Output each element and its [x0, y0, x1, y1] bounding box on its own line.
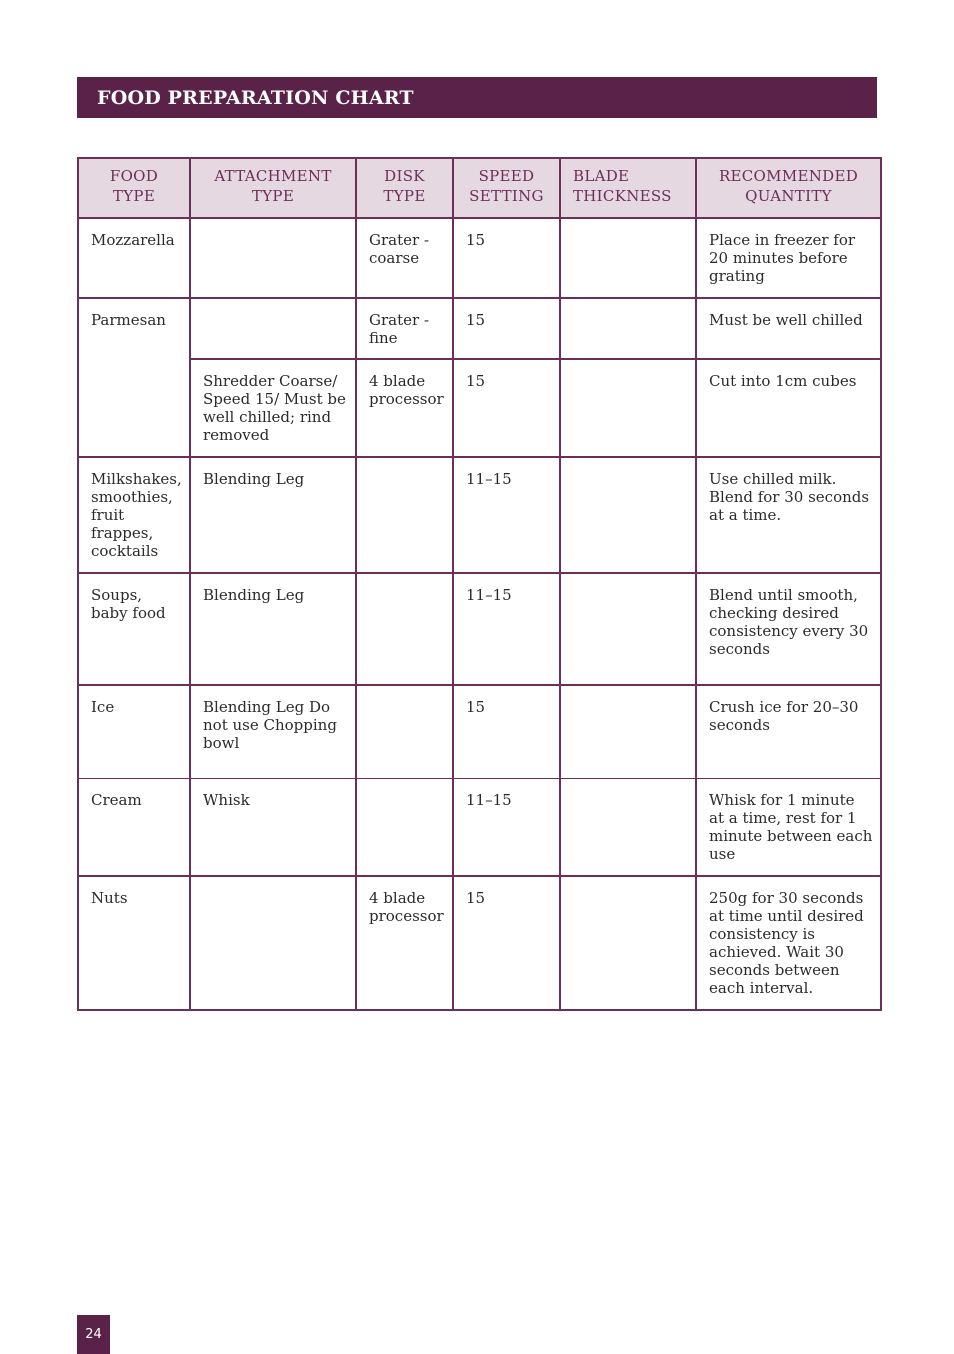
cell-food: Ice: [78, 685, 190, 778]
cell-attachment: [190, 218, 356, 298]
header-speed-setting: SPEED SETTING: [453, 158, 560, 218]
cell-disk: [356, 778, 453, 876]
table-row: [78, 298, 881, 359]
header-blade-thickness: BLADE THICKNESS: [560, 158, 696, 218]
cell-blade: [560, 298, 696, 359]
cell-disk: Grater - coarse: [356, 218, 453, 298]
table-row: [78, 457, 881, 573]
cell-disk: 4 blade processor: [356, 359, 453, 457]
cell-speed: 15: [453, 298, 560, 359]
cell-attachment: Blending Leg: [190, 457, 356, 573]
table-row: [78, 573, 881, 685]
cell-speed: 11–15: [453, 573, 560, 685]
cell-food: Milkshakes, smoothies, fruit frappes, cocktails: [78, 457, 190, 573]
food-preparation-table: [77, 157, 882, 1011]
cell-food: Soups, baby food: [78, 573, 190, 685]
cell-speed: 15: [453, 685, 560, 778]
cell-attachment: [190, 876, 356, 1010]
cell-food: Mozzarella: [78, 218, 190, 298]
cell-speed: 11–15: [453, 778, 560, 876]
cell-attachment: Shredder Coarse/ Speed 15/ Must be well chilled; rind removed: [190, 359, 356, 457]
section-title-bar: [77, 77, 877, 118]
cell-quantity: Place in freezer for 20 minutes before grating: [696, 218, 881, 298]
cell-speed: 11–15: [453, 457, 560, 573]
table-row: [78, 359, 881, 457]
cell-quantity: Cut into 1cm cubes: [696, 359, 881, 457]
header-attachment-type: ATTACHMENT TYPE: [190, 158, 356, 218]
cell-blade: [560, 778, 696, 876]
cell-quantity: 250g for 30 seconds at time until desired consistency is achieved. Wait 30 seconds between each interval.: [696, 876, 881, 1010]
page-title: FOOD PREPARATION CHART: [97, 86, 414, 109]
cell-speed: 15: [453, 876, 560, 1010]
cell-quantity: Whisk for 1 minute at a time, rest for 1 minute between each use: [696, 778, 881, 876]
cell-quantity: Blend until smooth, checking desired consistency every 30 seconds: [696, 573, 881, 685]
header-recommended-quantity: RECOMMENDED QUANTITY: [696, 158, 881, 218]
table-header-row: [78, 158, 881, 218]
cell-speed: 15: [453, 359, 560, 457]
cell-food: Cream: [78, 778, 190, 876]
cell-quantity: Crush ice for 20–30 seconds: [696, 685, 881, 778]
cell-disk: [356, 685, 453, 778]
cell-blade: [560, 876, 696, 1010]
cell-disk: [356, 457, 453, 573]
table-row: [78, 218, 881, 298]
table-row: [78, 685, 881, 778]
cell-food: Parmesan: [78, 298, 190, 457]
cell-blade: [560, 457, 696, 573]
cell-blade: [560, 359, 696, 457]
header-disk-type: DISK TYPE: [356, 158, 453, 218]
cell-blade: [560, 685, 696, 778]
table-row: [78, 778, 881, 876]
cell-attachment: Whisk: [190, 778, 356, 876]
cell-attachment: [190, 298, 356, 359]
cell-disk: [356, 573, 453, 685]
cell-disk: Grater - fine: [356, 298, 453, 359]
cell-blade: [560, 218, 696, 298]
cell-quantity: Must be well chilled: [696, 298, 881, 359]
cell-food: Nuts: [78, 876, 190, 1010]
cell-attachment: Blending Leg: [190, 573, 356, 685]
cell-blade: [560, 573, 696, 685]
page-number: 24: [85, 1327, 102, 1342]
cell-attachment: Blending Leg Do not use Chopping bowl: [190, 685, 356, 778]
table-row: [78, 876, 881, 1010]
cell-quantity: Use chilled milk. Blend for 30 seconds at a time.: [696, 457, 881, 573]
cell-speed: 15: [453, 218, 560, 298]
header-food-type: FOOD TYPE: [78, 158, 190, 218]
cell-disk: 4 blade processor: [356, 876, 453, 1010]
page-number-badge: [77, 1315, 110, 1354]
